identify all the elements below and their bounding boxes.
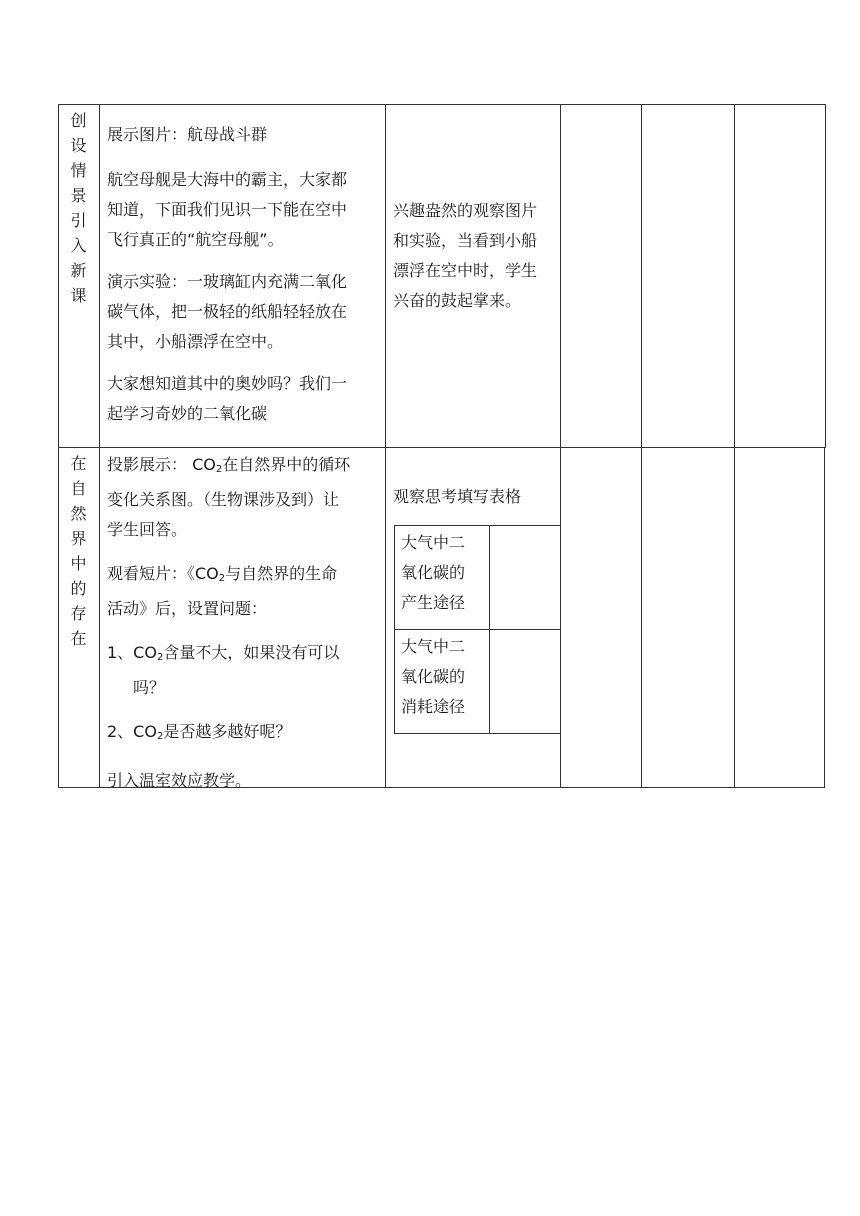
text-run: 在自然界中的循环 bbox=[222, 455, 351, 474]
text-line: 变化关系图。（生物课涉及到）让 bbox=[107, 490, 340, 509]
text-line: 产生途径 bbox=[401, 593, 466, 612]
row-divider bbox=[58, 447, 826, 448]
student-activity-intro bbox=[393, 196, 558, 316]
text-line bbox=[107, 450, 381, 485]
teacher-activity-nature bbox=[107, 450, 381, 796]
text-run: 2、CO bbox=[107, 722, 157, 741]
stage-char: 中 bbox=[70, 554, 87, 573]
text-line: 知道，下面我们见识一下能在空中 bbox=[107, 200, 348, 219]
teacher-activity-intro bbox=[107, 120, 381, 429]
student-activity-intro-text: 观察思考填写表格 bbox=[393, 487, 522, 506]
nested-table-mid bbox=[394, 629, 560, 630]
text-line: 大家想知道其中的奥妙吗？我们一 bbox=[107, 374, 348, 393]
text-line: 起学习奇妙的二氧化碳 bbox=[107, 404, 268, 423]
col-border-right-top bbox=[825, 104, 826, 447]
text-run: 观看短片：《CO bbox=[107, 564, 219, 583]
text-line: 氧化碳的 bbox=[401, 667, 466, 686]
text-line: 其中，小船漂浮在空中。 bbox=[107, 332, 284, 351]
stage-char: 课 bbox=[70, 286, 87, 305]
stage-char: 存 bbox=[70, 604, 87, 623]
text-line: 航空母舰是大海中的霸主，大家都 bbox=[107, 170, 348, 189]
nested-table-top bbox=[394, 525, 560, 526]
col-border-student bbox=[560, 104, 561, 788]
text-line: 引入温室效应教学。 bbox=[107, 771, 252, 790]
text-line: 兴趣盎然的观察图片 bbox=[393, 201, 538, 220]
text-line bbox=[107, 559, 381, 594]
stage-char: 景 bbox=[70, 186, 87, 205]
subscript: 2 bbox=[156, 652, 164, 663]
text-run: CO bbox=[192, 455, 216, 474]
col-border-5 bbox=[734, 104, 735, 788]
text-line: 飞行真正的“航空母舰”。 bbox=[107, 230, 284, 249]
text-line: 大气中二 bbox=[401, 637, 466, 656]
nested-table-divider bbox=[489, 525, 490, 734]
nested-cell-production-label bbox=[401, 528, 487, 618]
col-border-stage bbox=[99, 104, 100, 788]
text-line: 消耗途径 bbox=[401, 697, 466, 716]
text-line bbox=[107, 717, 381, 752]
text-run: 1、CO bbox=[107, 643, 157, 662]
stage-char: 创 bbox=[70, 111, 87, 130]
nested-table-bottom bbox=[394, 733, 560, 734]
nested-table-left bbox=[394, 525, 395, 734]
text-line: 氧化碳的 bbox=[401, 563, 466, 582]
nested-cell-consumption-label bbox=[401, 632, 487, 722]
stage-char: 然 bbox=[70, 504, 87, 523]
text-run: 含量不大，如果没有可以 bbox=[163, 643, 340, 662]
subscript: 2 bbox=[156, 731, 164, 742]
stage-char: 设 bbox=[70, 136, 87, 155]
stage-char: 引 bbox=[70, 211, 87, 230]
text-line: 活动》后，设置问题： bbox=[107, 599, 268, 618]
text-line: 学生回答。 bbox=[107, 520, 188, 539]
stage-char: 在 bbox=[70, 454, 87, 473]
text-line: 兴奋的鼓起掌来。 bbox=[393, 291, 522, 310]
stage-char: 在 bbox=[70, 629, 87, 648]
stage-char: 的 bbox=[70, 579, 87, 598]
text-line: 展示图片：航母战斗群 bbox=[107, 125, 268, 144]
col-border-4 bbox=[641, 104, 642, 788]
text-line: 吗？ bbox=[133, 678, 166, 697]
text-run: 与自然界的生命 bbox=[225, 564, 338, 583]
col-border-teacher bbox=[385, 104, 386, 788]
stage-label-nature bbox=[58, 451, 99, 651]
col-border-right-bottom bbox=[824, 447, 825, 788]
text-line: 碳气体，把一极轻的纸船轻轻放在 bbox=[107, 302, 348, 321]
text-line: 演示实验：一玻璃缸内充满二氧化 bbox=[107, 272, 348, 291]
subscript: 2 bbox=[215, 464, 223, 475]
stage-char: 情 bbox=[70, 161, 87, 180]
text-line: 和实验，当看到小船 bbox=[393, 231, 538, 250]
text-line bbox=[107, 638, 381, 673]
stage-char: 界 bbox=[70, 529, 87, 548]
stage-char: 新 bbox=[70, 261, 87, 280]
stage-label-intro bbox=[58, 108, 99, 308]
table-top-border bbox=[58, 104, 826, 105]
subscript: 2 bbox=[218, 573, 226, 584]
text-run: 投影展示： bbox=[107, 455, 188, 474]
text-line: 大气中二 bbox=[401, 533, 466, 552]
stage-char: 入 bbox=[70, 236, 87, 255]
text-run: 是否越多越好呢？ bbox=[163, 722, 292, 741]
stage-char: 自 bbox=[70, 479, 87, 498]
text-line: 漂浮在空中时，学生 bbox=[393, 261, 538, 280]
